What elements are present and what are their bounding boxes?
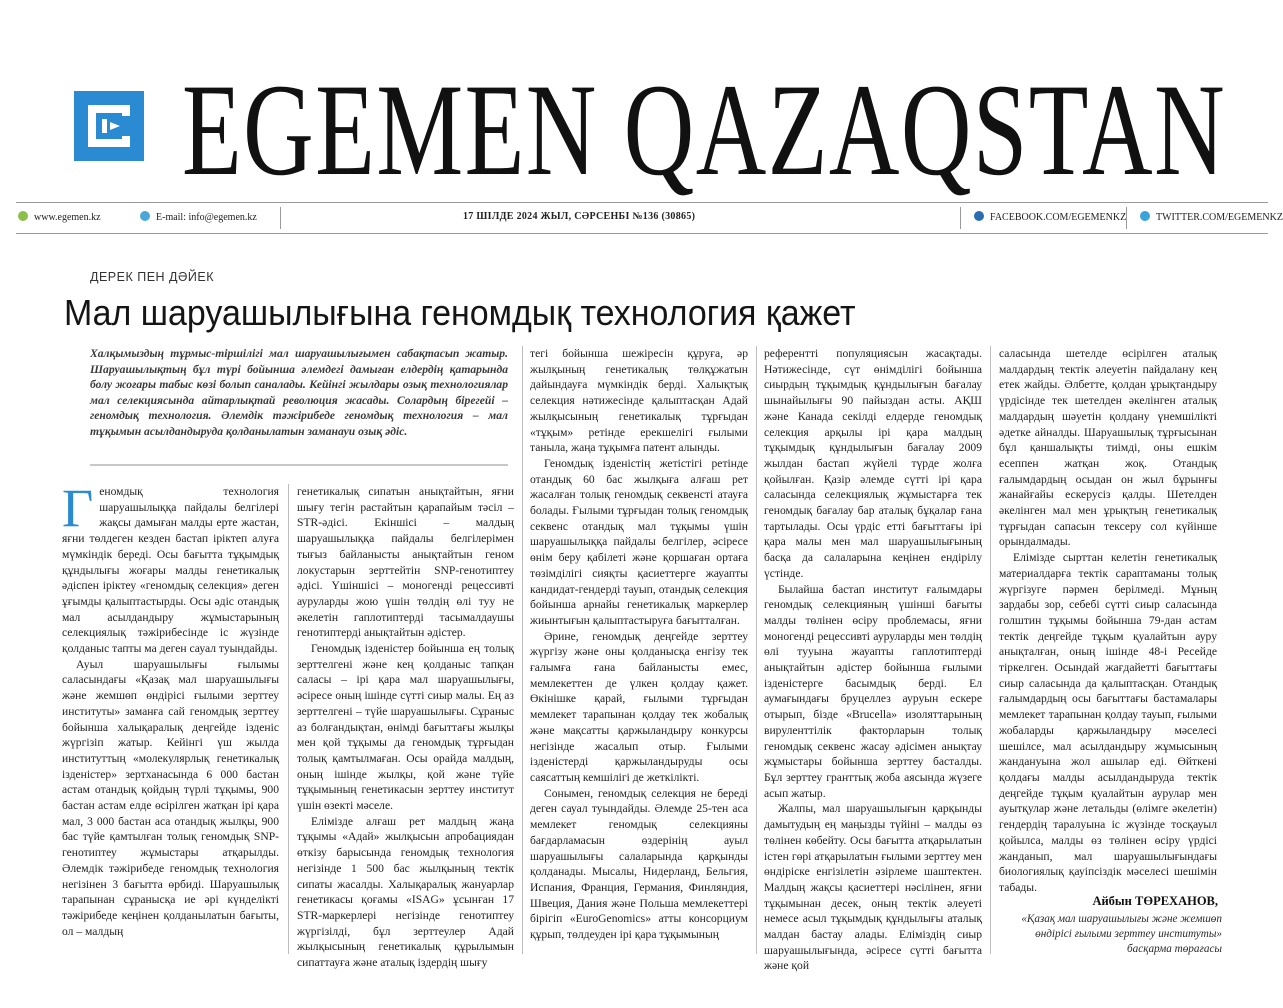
paragraph: Әрине, геномдық деңгейде зерттеу жүргізу және оны қолданысқа енгізу тек ғалымға ғана байланысты емес, мемлекеттен де үлкен қолдау қажет. Өкінішке қарай, ғылыми тұрғыдан мемлекет тарапынан қолдау тек жобалық және мақсатты қаржыландыру конкурсы негізінде жасалып отыр. Ғылыми ізденістерді қаржыландыруды осы саясаттың кемшілігі де жеткілікті. xyxy=(530,629,748,784)
paragraph: Елімізде алғаш рет малдың жаңа тұқымы «Адай» жылқысын апробациядан өткізу барысында геномдық технология негізінде 1 500 бас жылқының тектік сипаты жасалды. Халықаралық жануарлар генетикасы қоғамы «ISAG» ұсынған 17 STR-маркерлері негізінде генотиптеу жүргізілді, бұл зерттеулер Адай жылқысының генетикалық құрылымын сипаттауға және аталық іздердің шығу xyxy=(297,814,514,970)
twitter-icon xyxy=(1140,211,1150,221)
article-column-5 xyxy=(999,346,1217,894)
paragraph: Сонымен, геномдық селекция не береді деген сауал туындайды. Әлемде 25-тен аса мемлекет геномдық селекцияны бағдарламасын өздерінің ауыл шаруашылығы салаларында қарқынды қолданады. Мысалы, Нидерланд, Бельгия, Испания, Франция, Германия, Финляндия, Швеция, Дания және Польша мемлекеттері бірігіп «EuroGenomics» атты консорциум құрып, төлдеуден ірі қара тұқымының xyxy=(530,786,748,942)
email-text: E-mail: info@egemen.kz xyxy=(156,212,257,223)
article-column-2 xyxy=(297,484,514,970)
email-link[interactable] xyxy=(140,211,257,223)
article-column-1 xyxy=(62,478,279,954)
newspaper-title: EGEMEN QAZAQSTAN xyxy=(182,56,1227,203)
divider xyxy=(1126,207,1127,229)
mail-icon xyxy=(140,211,150,221)
column-divider xyxy=(288,484,289,954)
author-description: «Қазақ мал шаруашылығы және жемшөп өндірісі ғылыми зерттеу институты» басқарма төрағасы xyxy=(1021,913,1222,955)
info-bar xyxy=(16,202,1283,234)
twitter-text: TWITTER.COM/EGEMENKZ xyxy=(1156,212,1283,223)
paragraph: Елімізде сырттан келетін генетикалық материалдарға тектік сараптаманы толық жүргізуге пәрмен берілмеді. Мұның зардабы зор, себебі сүтті сиыр саласында голштин тұқымы бойынша 79-дан астам тектік деңгейде тұқым қуалайтын ауру анықталған, оның ішінде 48-і Ресейде тіркелген. Осындай жағдайетті бағыттағы сиыр саласында да қалыптасқан. Отандық ғалымдардың осы бағыттағы бастамалары мемлекет тарапынан қолдау тауып, ғылыми жобаларды қаржыландыру мәселесі шешілсе, мал асылдандыру жұмысының жандануына жол ашылар еді. Өйткені қолдағы малды асылдандыруда тектік деңгейде тұқым қуалайтын аурулар мен ауытқулар және летальды (өлімге әкелетін) гендердің таралуына іс жүзінде тосқауыл қойылса, малды өз төлінен өсіру үрдісі жанданып, мал шаруашылығындағы биологиялық қауіпсіздік мәселесі шешімін табады. xyxy=(999,551,1217,894)
facebook-link[interactable] xyxy=(974,211,1126,223)
issue-date: 17 ШІЛДЕ 2024 ЖЫЛ, СӘРСЕНБІ №136 (30865) xyxy=(463,211,696,222)
paragraph: тегі бойынша шежіресін құруға, әр жылқының генетикалық төлқұжатын дайындауға мүмкіндік берді. Халықтық селекция нәтижесінде қалыптасқан Адай жылқысының генетикалық тұрғыдан «тұқым» ретінде ерекшелігі ғылыми таныла, жаңа тұқымға патент алынды. xyxy=(530,347,748,455)
website-text: www.egemen.kz xyxy=(34,212,101,223)
headline: Мал шаруашылығына геномдық технология қажет xyxy=(64,292,856,333)
paragraph xyxy=(62,478,279,657)
rubric: ДЕРЕК ПЕН ДӘЙЕК xyxy=(90,270,215,284)
facebook-text: FACEBOOK.COM/EGEMENKZ xyxy=(990,212,1127,223)
globe-icon xyxy=(18,211,28,221)
lead-divider xyxy=(90,464,508,466)
divider xyxy=(960,207,961,229)
paragraph: референтті популяциясын жасақтады. Нәтижесінде, сүт өнімділігі бойынша сиырдың тұқымдық құндылығын бағалау шынайылығы 90 пайыздан асты. АҚШ және Канада секілді елдерде геномдық селекция арқылы ірі қара малдың тұқымдық құндылығын бағалау 2009 жылдан бастап жүйелі түрде жолға қойылған. Қазір әлемде сүтті ірі қара саласында селекциялық жұмыстарға тек геномдық бағалау бар аталық бұқалар ғана тартылады. Осы үрдіс етті бағыттағы ірі қара малы мен мал шаруашылығының басқа да салаларына кеңінен ендірілу үстінде. xyxy=(764,347,982,580)
facebook-icon xyxy=(974,211,984,221)
author-name: Айбын ТӨРЕХАНОВ, xyxy=(1092,894,1218,908)
paragraph-text: еномдық технология шаруашылыққа пайдалы белгілері жақсы дамыған малды ерте жастан, яғни төлдеген кезден бастап іріктеп алуға мүмкіндік береді. Осы бағытта тұқымдық құндылығы жоғары малды генетикалық әдіспен іріктеу «геномдық селекция» деген ұғымды қалыптастырды. Осы әдіс отандық мал асылдандыру жұмыстарының селекциялық тәжірибесінде іс жүзінде қолданыс тапты ма деген сауал туындайды. xyxy=(62,485,279,656)
website-link[interactable] xyxy=(18,211,101,223)
paragraph: Геномдық ізденістің жетістігі ретінде отандық 60 бас жылқыға алғаш рет жасалған толық геномдық секвенсті атауға болады. Ғылыми тұрғыдан толық геномдық секвенс отандық мал тұқымы үшін шаруашылыққа пайдалы белгілер, әсіресе өнім беру қабілеті және қоршаған ортаға төзімділігі сияқты қасиеттерге жауапты кандидат-гендерді тауып, отандық селекция бойынша арнайы генетикалық маркерлер жиынтығын қалыптастыруға бағытталған. xyxy=(530,456,748,627)
article-column-3 xyxy=(530,346,748,956)
column-divider xyxy=(990,346,991,954)
paragraph: Былайша бастап институт ғалымдары геномдық селекцияның үшінші бағыты малды төлінен өсіру проблемасы, яғни моногенді рецессивті ауруларды мен төлдің өлі тууына жауапты гаплотиптерді анықтайтын әдістер бойынша ғылыми ізденістерге басымдық берді. Ел аумағындағы бруцеллез ауруын ескере отырып, бізде «Brucella» изоляттарының вируленттілік факторларын толық геномдық секвенс жасау әдісімен анықтау жұмыстары бойынша зерттеу басталды. Бұл зерттеу гранттық жоба аясында жүзеге асып жатыр. xyxy=(764,582,982,800)
lead-paragraph: Халқымыздың тұрмыс-тіршілігі мал шаруашылығымен сабақтасып жатыр. Шаруашылықтың бұл түрі бойынша әлемдегі дамыған елдердің қатарында болу жоғары табыс көзі болып саналады. Кейінгі жылдары озық технологиялар мал селекциясында айтарлықтай революция жасады. Солардың бірегейі – геномдық технология. Әлемдік тәжірибеде геномдық технология – мал тұқымын асылдандыруда қолданылатын заманауи озық әдіс. xyxy=(90,347,508,438)
paragraph: Геномдық ізденістер бойынша ең толық зерттелгені және кең қолданыс тапқан саласы – ірі қара мал шаруашылығы, әсіресе оның ішінде сүтті сиыр малы. Ең аз зерттелгені – түйе шаруашылығы. Сұраныс аз болғандықтан, өнімді бағыттағы жылқы мен қой тұқымы да геномдық тұрғыдан толық қамтылмаған. Осы орайда малдың, оның ішінде жылқы, қой және түйе тұқымының генетикасын зерттеу институт үшін өзекті мәселе. xyxy=(297,642,514,813)
egemen-logo-icon xyxy=(74,91,144,161)
column-divider xyxy=(756,346,757,954)
divider xyxy=(280,207,281,229)
paragraph: Ауыл шаруашылығы ғылымы саласындағы «Қазақ мал шаруашылығы және жемшөп өндірісі ғылыми зерттеу институты» заманға сай геномдық зерттеу бойынша халықаралық деңгейде ізденіс жүргізіп жатыр. Кейінгі үш жылда институттың «молекулярлық генетикалық ізденістер» зертханасында 6 000 бастан астам отандық қойдың түрлі тұқымы, 900 бастан астам елде өсірілген жатқан ірі қара мал, 3 000 бастан аса отандық жылқы, 900 бас түйе қамтылған толық геномдық SNP-генотиптеу жұмыстары атқарылды. Әлемдік тәжірибеде геномдық технология негізінен 3 бағытта өрбиді. Шаруашылық тарапынан сұранысқа ие әрі күнделікті тәжірибеде кеңінен қолданылатын бағыты, ол – малдың xyxy=(62,657,279,938)
column-divider xyxy=(522,346,523,954)
drop-cap: Г xyxy=(62,478,94,538)
article-column-4 xyxy=(764,346,982,973)
twitter-link[interactable] xyxy=(1140,211,1283,223)
paragraph: Жалпы, мал шаруашылығын қарқынды дамытудың ең маңызды түйіні – малды өз төлінен көбейту. Осы бағытта атқарылатын істен гөрі атқарылатын ғылыми зерттеу мен өндіріске енгізілетін әзірлеме шаштектен. Малдың жақсы қасиеттері нәсілінен, яғни тұқымынан десек, оның тектік әлеуеті немесе асыл тұқымдық құндылығы аталық малдан бастау алады. Еліміздің сиыр шаруашылығында, әсіресе сүтті бағытта және қой xyxy=(764,802,982,973)
paragraph: саласында шетелде өсірілген аталық малдардың тектік әлеуетін пайдалану кең етек жайды. Әлбетте, қолдан ұрықтандыру үрдісінде тек шетелден әкелінген аталық малдардың шәуетін қолдану үнемшілікті әдетке айналды. Шаруашылық тұрғысынан бұл қаншалықты тиімді, оны ешкім есеппен жатқан жоқ. Отандық ғалымдардың осыдан он жыл бұрынғы жанайғайы ескерусіз қалды. Шетелден әкелінген мал мен ұрықтың генетикалық тұрғыдан сапасын тексеру сол күйінше орындалмады. xyxy=(999,347,1217,549)
masthead xyxy=(70,55,1227,203)
paragraph: генетикалық сипатын анықтайтын, яғни шығу тегін растайтын қарапайым тәсіл – STR-әдісі. Екіншісі – малдың шаруашылыққа пайдалы белгілерімен тығыз байланысты анықтайтын геном локустарын зерттейтін SNP-генотиптеу әдісі. Үшіншісі – моногенді рецессивті ауруларды жою үшін төлдің өлі туу не әкелетін гаплотиптерді тасымалдаушы генотиптерді анықтайтын әдістер. xyxy=(297,485,514,640)
